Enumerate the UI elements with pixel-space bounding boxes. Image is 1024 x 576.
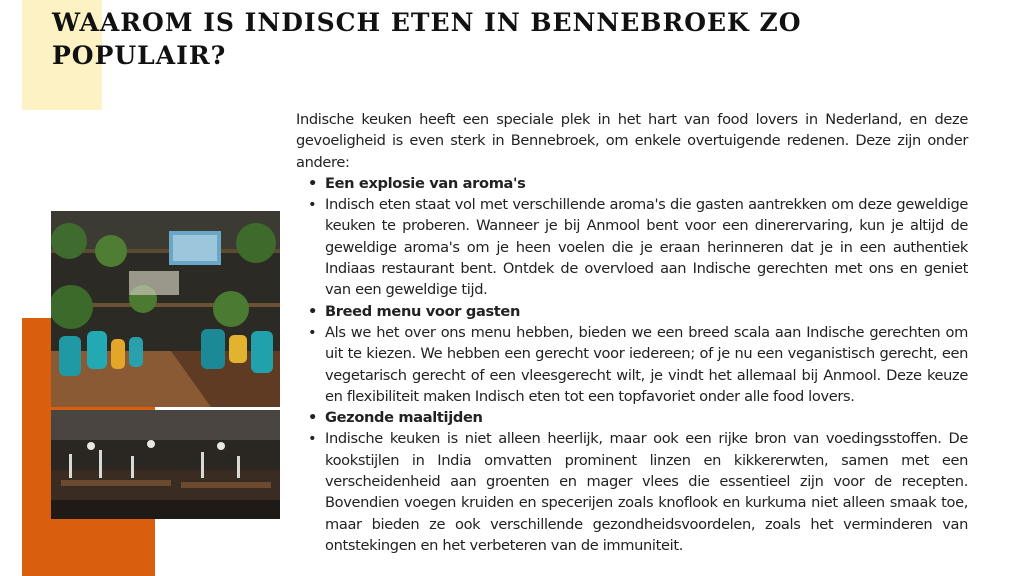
list-item: • Gezonde maaltijden bbox=[296, 407, 968, 428]
intro-paragraph: Indische keuken heeft een speciale plek in het hart van food lovers in Nederland, en deze gevoeligheid is even sterk in Bennebroek, om enkele overtuigende redenen. Deze zijn onder andere: bbox=[296, 111, 968, 171]
list-item: • Een explosie van aroma's bbox=[296, 173, 968, 194]
list-item: • Indische keuken is niet alleen heerlijk, maar ook een rijke bron van voedingsstoffen. De kookstijlen in India omvatten prominent linzen en kikkererwten, samen met een verscheidenheid aan groenten en mager vlees die essentieel zijn voor de recepten. Bovendien voegen kruiden en specerijen zoals knoflook en kurkuma niet alleen smaak toe, maar bieden ze ook verschillende gezondheidsvoordelen, zoals het verminderen van ontstekingen en het verbeteren van de immuniteit. bbox=[296, 428, 968, 556]
article-body bbox=[296, 109, 968, 556]
page-title: WAAROM IS INDISCH ETEN IN BENNEBROEK ZO POPULAIR? bbox=[52, 8, 802, 70]
list-item: • Indisch eten staat vol met verschillende aroma's die gasten aantrekken om deze geweldige keuken te proberen. Wanneer je bij Anmool bent voor een dinerervaring, kun je altijd de geweldige aroma's om je heen voelen die je eraan herinneren dat je in een authentiek Indiaas restaurant bent. Ontdek de overvloed aan Indische gerechten met ons en geniet van een geweldige tijd. bbox=[296, 194, 968, 300]
list-item: • Breed menu voor gasten bbox=[296, 301, 968, 322]
restaurant-interior-photo bbox=[51, 211, 280, 407]
reasons-list bbox=[296, 173, 968, 556]
restaurant-dining-photo bbox=[51, 410, 280, 519]
list-item: • Als we het over ons menu hebben, bieden we een breed scala aan Indische gerechten om uit te kiezen. We hebben een gerecht voor iedereen; of je nu een veganistisch gerecht, een vegetarisch gerecht of een vleesgerecht wilt, je vindt het allemaal bij Anmool. Deze keuze en flexibiliteit maken Indisch eten tot een topfavoriet onder alle food lovers. bbox=[296, 322, 968, 407]
